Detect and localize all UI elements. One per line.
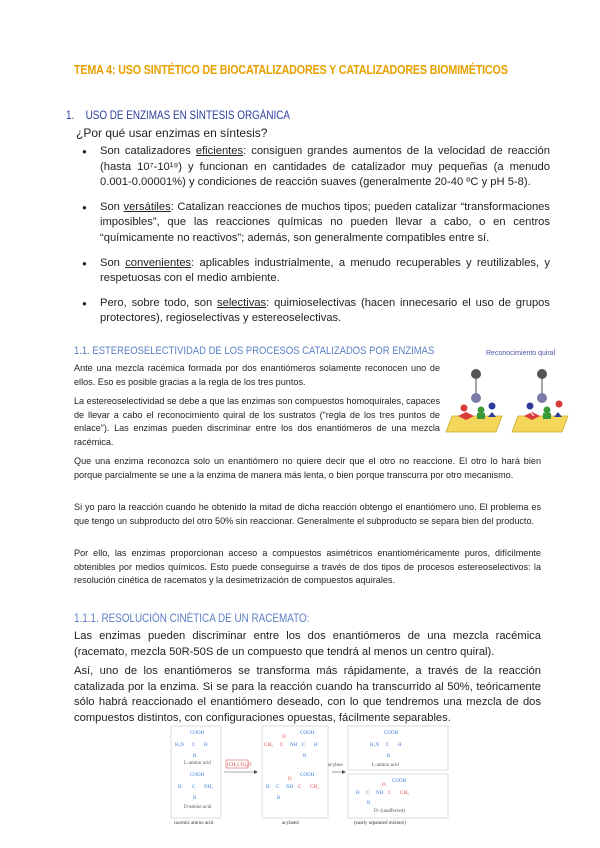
section-1-1-1-heading: 1.1.1. RESOLUCIÓN CINÉTICA DE UN RACEMATO: bbox=[74, 613, 310, 625]
svg-text:C: C bbox=[192, 743, 196, 748]
section-1-1-heading: 1.1. ESTEREOSELECTIVIDAD DE LOS PROCESOS CATALIZADOS POR ENZIMAS bbox=[74, 345, 435, 357]
svg-text:O: O bbox=[282, 735, 286, 740]
svg-text:R: R bbox=[367, 801, 371, 806]
svg-text:COOH: COOH bbox=[190, 731, 205, 736]
svg-text:H: H bbox=[204, 743, 208, 748]
svg-text:H: H bbox=[178, 785, 182, 790]
svg-text:R: R bbox=[387, 754, 391, 759]
svg-text:acylase: acylase bbox=[328, 763, 343, 768]
svg-text:CH₃: CH₃ bbox=[310, 785, 319, 790]
paragraph: Que una enzima reconozca solo un enantiómero no quiere decir que el otro no reaccione. El otro lo hará bien porque parcialmente se une a la enzima de manera más lenta, o bien porque transcurra por otro mecanismo. bbox=[74, 456, 541, 480]
svg-text:CH₃: CH₃ bbox=[264, 743, 273, 748]
paragraph: Ante una mezcla racémica formada por dos enantiómeros solamente reconocen uno de ellos. Eso es posible gracias a la regla de los tres puntos. bbox=[74, 363, 440, 387]
svg-text:COOH: COOH bbox=[392, 779, 407, 784]
svg-text:R: R bbox=[303, 754, 307, 759]
svg-text:H: H bbox=[266, 785, 270, 790]
svg-text:(CH₃CO)₂O: (CH₃CO)₂O bbox=[227, 763, 252, 768]
svg-text:COOH: COOH bbox=[300, 731, 315, 736]
svg-text:C: C bbox=[280, 743, 284, 748]
svg-text:R: R bbox=[193, 754, 197, 759]
svg-text:C: C bbox=[298, 785, 302, 790]
svg-text:COOH: COOH bbox=[190, 773, 205, 778]
list-item: ● Son versátiles: Catalizan reacciones de muchos tipos; pueden catalizar “transformaciones imposibles”, que las reacciones químicas no pueden llevar a cabo, o en centros “químicamente no reactivos”; además, son generalmente compatibles entre sí. bbox=[80, 200, 550, 247]
figure-label: Reconocimiento quiral bbox=[486, 350, 556, 357]
svg-text:D-amino acid: D-amino acid bbox=[184, 805, 212, 810]
mixture-caption: (easily separated mixture) bbox=[354, 821, 406, 826]
paragraph: Así, uno de los enantiómeros se transforma más rápidamente, a través de la reacción catalizada por la enzima. Si se para la reacción cuando ha transcurrido al 50%, teóricamente sólo habrá reaccionado el enantiómero deseado, con lo que tendremos una mezcla de dos compuestos distintos, con configuraciones opuestas, fácilmente separables. bbox=[74, 665, 541, 724]
svg-text:L-amino acid: L-amino acid bbox=[372, 763, 399, 768]
svg-text:NH: NH bbox=[376, 791, 384, 796]
svg-text:C: C bbox=[386, 743, 390, 748]
section-1-heading bbox=[66, 110, 290, 122]
kinetic-resolution-scheme bbox=[170, 724, 450, 826]
svg-text:C: C bbox=[366, 791, 370, 796]
advantages-list bbox=[80, 144, 550, 336]
paragraph: Las enzimas pueden discriminar entre los dos enantiómeros de una mezcla racémica (racemato, mezcla 50R-50S de un compuesto que tendrá al menos un centro quiral). bbox=[74, 630, 541, 658]
svg-text:D- (unaffected): D- (unaffected) bbox=[374, 809, 405, 814]
document-title: TEMA 4: USO SINTÉTICO DE BIOCATALIZADORES Y CATALIZADORES BIOMIMÉTICOS bbox=[74, 63, 508, 77]
term-eficientes: eficientes bbox=[195, 145, 244, 157]
svg-text:CH₃: CH₃ bbox=[400, 791, 409, 796]
svg-text:H₂N: H₂N bbox=[370, 743, 379, 748]
racemate-caption: racemic amino acid bbox=[174, 821, 214, 826]
list-item: ● Pero, sobre todo, son selectivas: quimioselectivas (hacen innecesario el uso de grupos protectores), regioselectivas y estereoselectivas. bbox=[80, 296, 550, 327]
svg-text:NH: NH bbox=[286, 785, 294, 790]
section-1-title: USO DE ENZIMAS EN SÍNTESIS ORGÁNICA bbox=[85, 110, 291, 122]
svg-text:R: R bbox=[277, 796, 281, 801]
svg-text:R: R bbox=[193, 796, 197, 801]
svg-text:NH₂: NH₂ bbox=[204, 785, 213, 790]
svg-text:NH: NH bbox=[290, 743, 298, 748]
acylated-box bbox=[262, 726, 328, 818]
svg-text:COOH: COOH bbox=[300, 773, 315, 778]
term-convenientes: convenientes bbox=[125, 256, 192, 269]
acylated-caption: acylated bbox=[282, 821, 299, 826]
list-item: ● Son catalizadores eficientes: consiguen grandes aumentos de la velocidad de reacción (hasta 10⁷-10¹⁹) y funcionan en cantidades de catalizador muy pequeñas (a menudo 0.001-0.00001%) y condiciones de reacción suaves (generalmente 20-40 ºC y pH 5-8). bbox=[80, 144, 550, 191]
svg-text:H₂N: H₂N bbox=[175, 743, 184, 748]
svg-text:O: O bbox=[288, 777, 292, 782]
paragraph: La estereoselectividad se debe a que las enzimas son compuestos homoquirales, capaces de llevar a cabo el reconocimiento quiral de los sustratos (“regla de los tres puntos de enlace”). Las enzimas pueden discriminar entre los dos enantiómeros de una mezcla racémica. bbox=[74, 396, 440, 447]
svg-text:H: H bbox=[398, 743, 402, 748]
svg-text:COOH: COOH bbox=[384, 731, 399, 736]
svg-text:C: C bbox=[192, 785, 196, 790]
chiral-recognition-figure bbox=[444, 346, 576, 442]
term-selectivas: selectivas bbox=[217, 296, 267, 309]
svg-text:C: C bbox=[388, 791, 392, 796]
svg-text:O: O bbox=[382, 783, 386, 788]
svg-text:L-amino acid: L-amino acid bbox=[184, 761, 211, 766]
paragraph: Si yo paro la reacción cuando he obtenido la mitad de dicha reacción obtengo el enantiómero uno. El problema es que tengo un subproducto del otro 50% sin reaccionar. Generalmente el subproducto se separa bien del producto. bbox=[74, 502, 541, 526]
svg-text:C: C bbox=[302, 743, 306, 748]
svg-text:H: H bbox=[314, 743, 318, 748]
term-versatiles: versátiles bbox=[123, 200, 171, 213]
question-line: ¿Por qué usar enzimas en síntesis? bbox=[76, 126, 268, 140]
svg-text:C: C bbox=[276, 785, 280, 790]
section-1-number: 1. bbox=[66, 110, 75, 122]
paragraph: Por ello, las enzimas proporcionan acceso a compuestos asimétricos enantioméricamente puros, difícilmente obtenibles por medios químicos. Esto puede conseguirse a través de dos tipos de procesos estereoselectivos: la resolución cinética de racematos y la desimetrización de compuestos aquirales. bbox=[74, 548, 541, 586]
list-item: ● Son convenientes: aplicables industrialmente, a menudo recuperables y reutilizables, y respetuosas con el medio ambiente. bbox=[80, 256, 550, 287]
svg-text:H: H bbox=[356, 791, 360, 796]
